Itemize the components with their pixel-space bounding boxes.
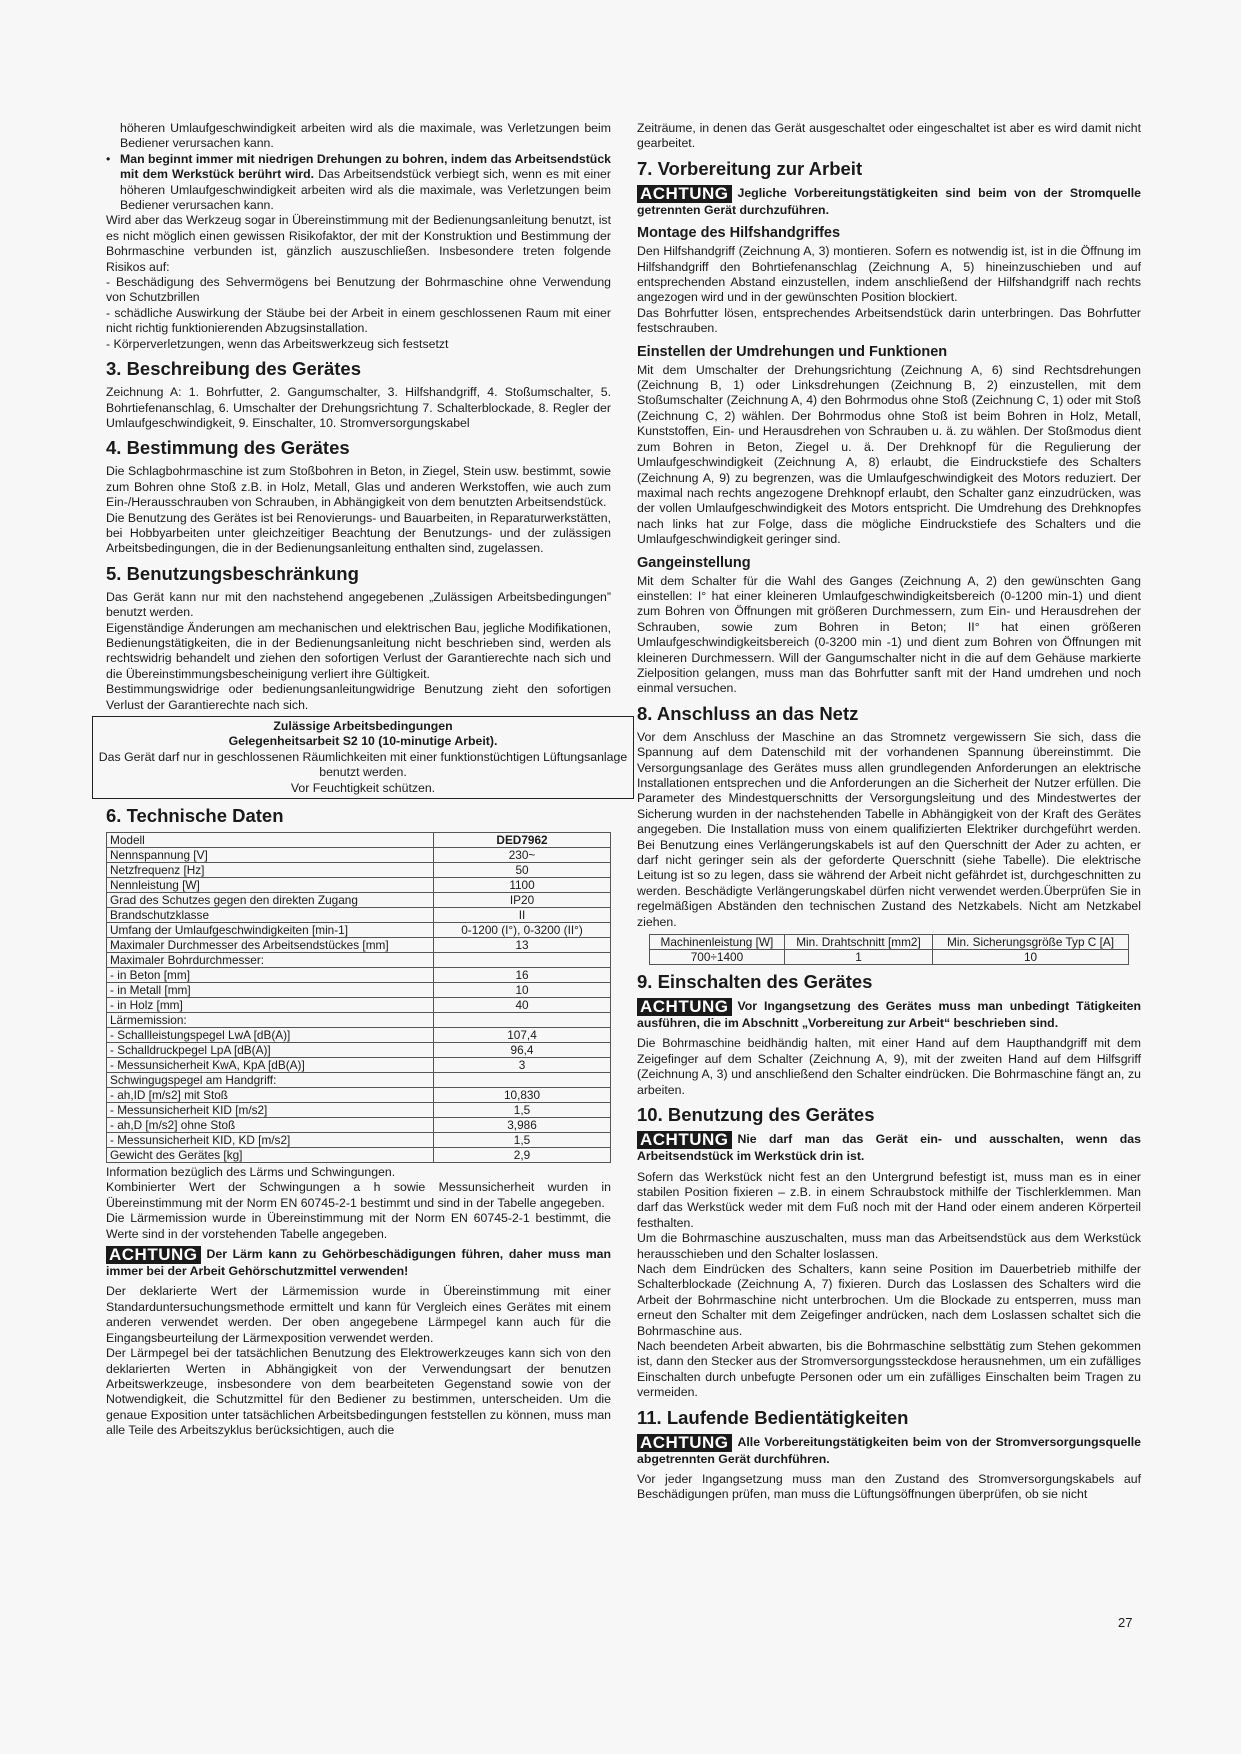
tech-value-cell	[434, 953, 611, 968]
bullet-bold: Man beginnt immer mit niedrigen Drehungen zu bohren, indem das Arbeitsendstück mit dem Werkstück berührt wird.	[120, 151, 611, 182]
tech-label-cell: Maximaler Durchmesser des Arbeitsendstückes [mm]	[107, 938, 434, 953]
tech-label-cell: - ah,D [m/s2] ohne Stoß	[107, 1118, 434, 1133]
table-row	[107, 908, 611, 923]
warning-text: Der Lärm kann zu Gehörbeschädigungen führen, daher muss man immer bei der Arbeit Gehörschutzmittel verwenden!	[106, 1247, 611, 1279]
tech-label-cell: Nennleistung [W]	[107, 878, 434, 893]
net-header-cell: Min. Drahtschnitt [mm2]	[784, 935, 932, 950]
table-row	[107, 1058, 611, 1073]
tech-label-cell: - in Holz [mm]	[107, 998, 434, 1013]
section-5-para: Eigenständige Änderungen am mechanischen und elektrischen Bau, jegliche Modifikationen, Bedienungstätigkeiten, die in der Bedienungsanleitung nicht beschrieben sind, werden als rechtswidrig behandelt und ziehen den sofortigen Verlust der Garantierechte nach sich und die Übereinstimmungsbescheinigung verliert ihre Gültigkeit.	[106, 620, 611, 681]
tech-value-cell: 10	[434, 983, 611, 998]
tech-label-cell: - Messunsicherheit KID [m/s2]	[107, 1103, 434, 1118]
table-row	[107, 938, 611, 953]
section-11-para: Vor jeder Ingangsetzung muss man den Zustand des Stromversorgungskabels auf Beschädigungen prüfen, man muss die Lüftungsöffnungen überprüfen, ob sie nicht	[637, 1472, 1141, 1502]
warning-text: Jegliche Vorbereitungstätigkeiten sind beim von der Stromquelle getrennten Gerät durchzuführen.	[637, 185, 1141, 217]
working-conditions-box	[92, 716, 634, 799]
tech-label-cell: - Messunsicherheit KID, KD [m/s2]	[107, 1133, 434, 1148]
table-row	[107, 1073, 611, 1088]
tech-value-cell: 107,4	[434, 1028, 611, 1043]
table-row	[107, 848, 611, 863]
tech-value-cell	[434, 1073, 611, 1088]
box-title: Zulässige Arbeitsbedingungen	[273, 719, 453, 733]
umdrehungen-heading: Einstellen der Umdrehungen und Funktionen	[637, 343, 948, 360]
section-4-para: Die Schlagbohrmaschine ist zum Stoßbohren in Beton, in Ziegel, Stein usw. bestimmt, sowie zum Bohren ohne Stoß z.B. in Holz, Metall, Glas und anderen Werkstoffen, wie auch zum Ein-/Herausschrauben von Schrauben, in Abhängigkeit von dem benutzten Arbeitsendstück.	[106, 464, 611, 510]
tech-value-cell: 3,986	[434, 1118, 611, 1133]
noise-para: Der deklarierte Wert der Lärmemission wurde in Übereinstimmung mit einer Standarduntersuchungsmethode ermittelt und kann für Vergleich eines Gerätes mit einem anderen verwendet werden. Der oben angegebene Lärmpegel kann auch für die Eingangsbeurteilung der Lärmexposition verwendet werden.	[106, 1284, 611, 1345]
page-number: 27	[1118, 1615, 1133, 1630]
section-5-para: Das Gerät kann nur mit den nachstehend angegebenen „Zulässigen Arbeitsbedingungen” benutzt werden.	[106, 589, 611, 620]
noise-para: Der Lärmpegel bei der tatsächlichen Benutzung des Elektrowerkzeuges kann sich von den deklarierten Werten in Abhängigkeit von der Verwendungsart der benutzen Arbeitswerkzeuge, insbesondere von dem bearbeiteten Gegenstand sowie von der Notwendigkeit, die Schutzmittel für den Bediener zu bestimmen, unterscheiden. Um die genaue Exposition unter tatsächlichen Arbeitsbedingungen feststellen zu können, muss man alle Teile des Arbeitszyklus berücksichtigen, auch die	[106, 1346, 611, 1438]
table-row	[107, 983, 611, 998]
table-row	[107, 968, 611, 983]
intro-text: höheren Umlaufgeschwindigkeit arbeiten wird als die maximale, was Verletzungen beim Bediener verursachen kann.	[120, 121, 611, 151]
table-row	[650, 935, 1129, 950]
section-10-title: 10. Benutzung des Gerätes	[637, 1104, 875, 1126]
section-8-para: Vor dem Anschluss der Maschine an das Stromnetz vergewissern Sie sich, dass die Spannung auf dem Datenschild mit der vorhandenen Spannung übereinstimmt. Die Versorgungsanlage des Gerätes muss allen grundlegenden Anforderungen an elektrische Installationen entsprechen und die Anforderungen an die Sicherheit der Nutzer erfüllen. Die Parameter des Mindestquerschnitts der Versorgungsleitung und des Mindestwertes der Sicherung wurden in der nachstehenden Tabelle in Abhängigkeit von der Kraft des Gerätes angegeben. Die Installation muss von einem qualifizierten Elektriker durchgeführt werden. Bei Benutzung eines Verlängerungskabels ist auf den Querschnitt der Ader zu achten, er darf nicht geringer sein als der geforderte Querschnitt (siehe Tabelle). Die elektrische Leitung ist so zu legen, dass sie während der Arbeit nicht gefährdet ist, durchgeschnitten zu werden. Beschädigte Verlängerungskabel dürfen nicht verwendet werden.Überprüfen Sie in regelmäßigen Abständen den technischen Zustand des Netzkabels. Nicht am Netzkabel ziehen.	[637, 729, 1141, 929]
table-row	[107, 863, 611, 878]
table-row	[107, 878, 611, 893]
tech-label-cell: Maximaler Bohrdurchmesser:	[107, 953, 434, 968]
section-9-warning	[637, 998, 1141, 1031]
tech-label-cell: Umfang der Umlaufgeschwindigkeiten [min-1]	[107, 923, 434, 938]
section-10-para: Nach beendeten Arbeit abwarten, bis die Bohrmaschine selbsttätig zum Stehen gekommen ist, dann den Stecker aus der Stromversorgungssteckdose herausnehmen, um ein zufälliges Einschalten durch unbefugte Personen oder um ein zufälliges Einschalten beim Tragen zu vermeiden.	[637, 1338, 1141, 1400]
section-10-para: Sofern das Werkstück nicht fest an den Untergrund befestigt ist, muss man es in einer stabilen Position fixieren – z.B. in einem Schraubstock mithilfe der Tischlerklemmen. Man darf das Werkstück weder mit dem Fuß noch mit der Hand oder einem anderen Körperteil festhalten.	[637, 1169, 1141, 1230]
section-9-title: 9. Einschalten des Gerätes	[637, 971, 873, 993]
table-row	[107, 998, 611, 1013]
tech-value-cell: 3	[434, 1058, 611, 1073]
tech-value-cell: 10,830	[434, 1088, 611, 1103]
tech-value-cell: 40	[434, 998, 611, 1013]
table-row	[107, 1148, 611, 1163]
tech-data-table	[106, 832, 611, 1163]
tech-label-cell: - Schallleistungspegel LwA [dB(A)]	[107, 1028, 434, 1043]
tech-label-cell: Modell	[107, 833, 434, 848]
warning-badge: ACHTUNG	[637, 185, 732, 203]
tech-value-cell: II	[434, 908, 611, 923]
tech-label-cell: Grad des Schutzes gegen den direkten Zugang	[107, 893, 434, 908]
risk-intro: Wird aber das Werkzeug sogar in Übereinstimmung mit der Bedienungsanleitung benutzt, ist es nicht möglich einen gewissen Risikofaktor, der mit der Konstruktion und Bestimmung der Bohrmaschine verbunden ist, gänzlich auszuschließen. Insbesondere treten folgende Risikos auf:	[106, 213, 611, 274]
bullet-item	[106, 152, 611, 214]
warning-badge: ACHTUNG	[106, 1246, 201, 1264]
umdrehungen-para: Mit dem Umschalter der Drehungsrichtung (Zeichnung A, 6) sind Rechtsdrehungen (Zeichnung B, 1) oder Linksdrehungen (Zeichnung B, 2) einzustellen, mit dem Stoßumschalter (Zeichnung A, 4) den Bohrmodus ohne Stoß (Zeichnung C, 1) oder mit Stoß (Zeichnung C, 2) wählen. Der Bohrmodus ohne Stoß ist beim Bohren in Holz, Metall, Kunststoffen, Ein- und Herausdrehen von Schrauben u. ä. zu wählen. Der Stoßmodus dient zum Bohren in Beton, Ziegel u. ä. Der Drehknopf für die Regulierung der Umlaufgeschwindigkeit (Zeichnung A, 8) erlaubt, die Eindruckstiefe des Schalters (Zeichnung A, 9) zu begrenzen, was die Umlaufgeschwindigkeit des Motors reduziert. Der maximal nach rechts angezogene Drehknopf erlaubt, den Schalter ganz einzudrücken, was der vollen Umlaufgeschwindigkeit des Motors entspricht. Die Umdrehung des Drehknopfes nach links hat zur Folge, dass die mögliche Eindruckstiefe des Schalters und die Umlaufgeschwindigkeit geringer sind.	[637, 362, 1141, 547]
table-row	[107, 923, 611, 938]
section-7-warning	[637, 185, 1141, 218]
table-row	[107, 1028, 611, 1043]
tech-label-cell: Gewicht des Gerätes [kg]	[107, 1148, 434, 1163]
tech-label-cell: Netzfrequenz [Hz]	[107, 863, 434, 878]
table-row	[650, 950, 1129, 965]
tech-label-cell: - in Beton [mm]	[107, 968, 434, 983]
section-9-para: Die Bohrmaschine beidhändig halten, mit einer Hand auf dem Haupthandgriff mit dem Zeigefinger auf dem Schalter (Zeichnung A, 9), mit der zweiten Hand auf dem Hilfsgriff (Zeichnung A, 3) und anschließend den Schalter eindrücken. Die Bohrmaschine fängt an, zu arbeiten.	[637, 1036, 1141, 1097]
info-noise: Die Lärmemission wurde in Übereinstimmung mit der Norm EN 60745-2-1 bestimmt, die Werte sind in der vorstehenden Tabelle angegeben.	[106, 1211, 611, 1241]
table-row	[107, 1133, 611, 1148]
section-6-title: 6. Technische Daten	[106, 805, 284, 827]
box-duty: Gelegenheitsarbeit S2 10 (10-minutige Arbeit).	[228, 734, 498, 749]
section-8-title: 8. Anschluss an das Netz	[637, 702, 859, 724]
montage-para: Das Bohrfutter lösen, entsprechendes Arbeitsendstück darin unterbringen. Das Bohrfutter festschrauben.	[637, 305, 1141, 336]
section-7-title: 7. Vorbereitung zur Arbeit	[637, 157, 863, 179]
gang-heading: Gangeinstellung	[637, 554, 751, 571]
tech-value-cell: IP20	[434, 893, 611, 908]
warning-text: Nie darf man das Gerät ein- und ausschalten, wenn das Arbeitsendstück im Werkstück drin ist.	[637, 1132, 1141, 1164]
net-cell: 1	[784, 950, 932, 965]
tech-value-cell: DED7962	[434, 833, 611, 848]
box-rooms: Das Gerät darf nur in geschlossenen Räumlichkeiten mit einer funktionstüchtigen Lüftungsanlage benutzt werden.	[98, 749, 628, 780]
info-vibration: Kombinierter Wert der Schwingungen a h sowie Messunsicherheit wurden in Übereinstimmung mit der Norm EN 60745-2-1 bestimmt und sind in der Tabelle angegeben.	[106, 1180, 611, 1210]
warning-badge: ACHTUNG	[637, 998, 732, 1016]
table-row	[107, 1043, 611, 1058]
risk-item: - Körperverletzungen, wenn das Arbeitswerkzeug sich festsetzt	[106, 336, 449, 351]
tech-value-cell: 1,5	[434, 1103, 611, 1118]
tech-value-cell: 230~	[434, 848, 611, 863]
bullet-rest: Das Arbeitsendstück verbiegt sich, wenn es mit einer höheren Umlaufgeschwindigkeit arbeiten wird als die maximale, was Verletzungen beim Bediener verursachen kann.	[120, 167, 611, 213]
warning-badge: ACHTUNG	[637, 1131, 732, 1149]
tech-value-cell: 50	[434, 863, 611, 878]
risk-item: - schädliche Auswirkung der Stäube bei der Arbeit in einem geschlossenen Raum mit einer nicht richtig funktionierenden Abzugsinstallation.	[106, 305, 611, 336]
right-column	[637, 121, 1141, 1503]
section-5-title: 5. Benutzungsbeschränkung	[106, 562, 359, 584]
tech-value-cell: 2,9	[434, 1148, 611, 1163]
tech-value-cell: 1,5	[434, 1133, 611, 1148]
tech-value-cell: 13	[434, 938, 611, 953]
net-cell: 10	[933, 950, 1129, 965]
tech-label-cell: Brandschutzklasse	[107, 908, 434, 923]
net-table	[649, 934, 1129, 965]
tech-label-cell: - in Metall [mm]	[107, 983, 434, 998]
section-11-title: 11. Laufende Bedientätigkeiten	[637, 1406, 909, 1428]
noise-warning	[106, 1246, 611, 1279]
tech-label-cell: Schwingugspegel am Handgriff:	[107, 1073, 434, 1088]
section-10-para: Um die Bohrmaschine auszuschalten, muss man das Arbeitsendstück aus dem Werkstück herausschieben und den Schalter loslassen.	[637, 1231, 1141, 1261]
tech-value-cell: 0-1200 (I°), 0-3200 (II°)	[434, 923, 611, 938]
section-10-warning	[637, 1131, 1141, 1164]
section-10-para: Nach dem Eindrücken des Schalters, kann seine Position im Dauerbetrieb mithilfe der Schalterblockade (Zeichnung A, 7) fixieren. Durch das Loslassen des Schalters wird die Arbeit der Bohrmaschine nicht unterbrochen. Um die Blockade zu entsperren, muss man erneut den Schalter mit dem Zeigefinger andrücken, nach dem Loslassen schaltet sich die Bohrmaschine aus.	[637, 1261, 1141, 1338]
tech-label-cell: - Messunsicherheit KwA, KpA [dB(A)]	[107, 1058, 434, 1073]
section-4-title: 4. Bestimmung des Gerätes	[106, 437, 350, 459]
tech-label-cell: - Schalldruckpegel LpA [dB(A)]	[107, 1043, 434, 1058]
table-row	[107, 1103, 611, 1118]
warning-badge: ACHTUNG	[637, 1434, 732, 1452]
tech-value-cell: 1100	[434, 878, 611, 893]
net-header-cell: Machinenleistung [W]	[650, 935, 785, 950]
table-row	[107, 1088, 611, 1103]
section-4-para: Die Benutzung des Gerätes ist bei Renovierungs- und Bauarbeiten, in Reparaturwerkstätten, bei Hobbyarbeiten unter gleichzeitiger Beachtung der Benutzungs- und der zulässigen Arbeitsbedingungen, die in der Bedienungsanleitung enthalten sind, zugelassen.	[106, 510, 611, 556]
table-row	[107, 1013, 611, 1028]
table-row	[107, 953, 611, 968]
box-moisture: Vor Feuchtigkeit schützen.	[290, 780, 436, 795]
table-row	[107, 893, 611, 908]
section-3-title: 3. Beschreibung des Gerätes	[106, 358, 361, 380]
gang-para: Mit dem Schalter für die Wahl des Ganges (Zeichnung A, 2) den gewünschten Gang einstellen: I° hat einer kleineren Umlaufgeschwindigkeitsbereich (0-1200 min-1) und dient zum Bohren von Öffnungen mit größeren Durchmessern, zum Ein- und Herausdrehen der Schrauben, sowie zum Bohren in Beton; II° hat einen größeren Umlaufgeschwindigkeitsbereich (0-3200 min -1) und dient zum Bohren von Öffnungen mit kleineren Durchmessern. Will der Gangumschalter nicht in die auf dem Gehäuse markierte Zielposition gelangen, muss man das Bohrfutter sanft mit der Hand umdrehen und noch einmal versuchen.	[637, 573, 1141, 696]
risk-item: - Beschädigung des Sehvermögens bei Benutzung der Bohrmaschine ohne Verwendung von Schutzbrillen	[106, 275, 611, 305]
left-column	[98, 121, 628, 1439]
tech-value-cell: 96,4	[434, 1043, 611, 1058]
continued-text: Zeiträume, in denen das Gerät ausgeschaltet oder eingeschaltet ist aber es wird damit nicht gearbeitet.	[637, 121, 1141, 151]
tech-value-cell	[434, 1013, 611, 1028]
table-row	[107, 1118, 611, 1133]
net-cell: 700÷1400	[650, 950, 785, 965]
tech-label-cell: Nennspannung [V]	[107, 848, 434, 863]
section-5-para: Bestimmungswidrige oder bedienungsanleitungwidrige Benutzung zieht den sofortigen Verlust der Garantierechte nach sich.	[106, 682, 611, 712]
net-header-cell: Min. Sicherungsgröße Typ C [A]	[933, 935, 1129, 950]
tech-label-cell: Lärmemission:	[107, 1013, 434, 1028]
section-3-text: Zeichnung A: 1. Bohrfutter, 2. Gangumschalter, 3. Hilfshandgriff, 4. Stoßumschalter, 5. Bohrtiefenanschlag, 6. Umschalter der Drehungsrichtung 7. Schalterblockade, 8. Regler der Umlaufgeschwindigkeit, 9. Einschalter, 10. Stromversorgungskabel	[106, 385, 611, 430]
section-11-warning	[637, 1434, 1141, 1467]
warning-text: Vor Ingangsetzung des Gerätes muss man unbedingt Tätigkeiten ausführen, die im Abschnitt „Vorbereitung zur Arbeit“ beschrieben sind.	[637, 999, 1141, 1031]
info-heading: Information bezüglich des Lärms und Schwingungen.	[106, 1165, 396, 1180]
warning-text: Alle Vorbereitungstätigkeiten beim von der Stromversorgungsquelle abgetrennten Gerät durchführen.	[637, 1434, 1141, 1466]
tech-label-cell: - ah,ID [m/s2] mit Stoß	[107, 1088, 434, 1103]
tech-value-cell: 16	[434, 968, 611, 983]
montage-heading: Montage des Hilfshandgriffes	[637, 225, 841, 242]
montage-para: Den Hilfshandgriff (Zeichnung A, 3) montieren. Sofern es notwendig ist, ist in die Öffnung im Hilfshandgriff den Bohrtiefenanschlag (Zeichnung A, 5) hineinzuschieben und auf entsprechenden Abstand einzustellen, indem anschließend der Hilfshandgriff nach rechts angezogen wird und in der gewünschten Position blockiert.	[637, 244, 1141, 305]
table-row	[107, 833, 611, 848]
